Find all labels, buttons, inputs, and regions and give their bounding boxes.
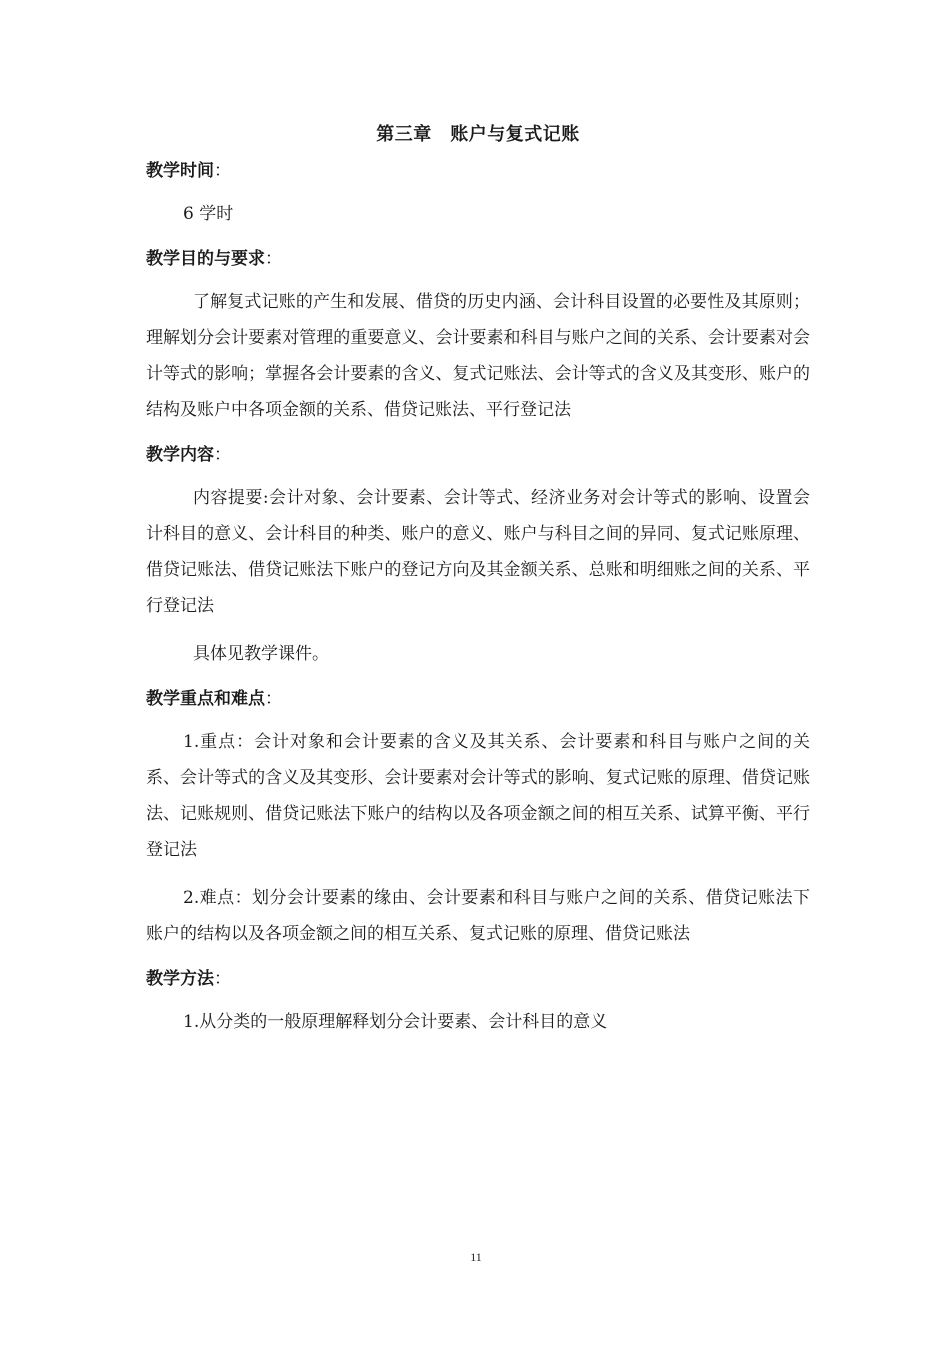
teaching-goals-colon: ： (265, 249, 282, 269)
teaching-methods-heading-text: 教学方法 (146, 969, 214, 989)
page-number: 11 (470, 1250, 482, 1264)
teaching-content-summary: 内容提要:会计对象、会计要素、会计等式、经济业务对会计等式的影响、设置会计科目的意义、会计科目的种类、账户的意义、账户与科目之间的异同、复式记账原理、借贷记账法、借贷记账法下账户的登记方向及其金额关系、总账和明细账之间的关系、平行登记法 (146, 488, 810, 616)
key-points-item-2: 2.难点：划分会计要素的缘由、会计要素和科目与账户之间的关系、借贷记账法下账户的结构以及各项金额之间的相互关系、复式记账的原理、借贷记账法 (146, 888, 810, 944)
key-points-heading (146, 686, 810, 712)
teaching-content-colon: ： (214, 445, 231, 465)
teaching-time-colon: ： (214, 161, 231, 181)
teaching-methods-colon: ： (214, 969, 231, 989)
document-page (146, 110, 810, 1040)
key-points-item-1: 1.重点：会计对象和会计要素的含义及其关系、会计要素和科目与账户之间的关系、会计等式的含义及其变形、会计要素对会计等式的影响、复式记账的原理、借贷记账法、记账规则、借贷记账法下账户的结构以及各项金额之间的相互关系、试算平衡、平行登记法 (146, 732, 810, 860)
teaching-time-content: 6 学时 (183, 204, 234, 224)
teaching-goals-heading-text: 教学目的与要求 (146, 249, 265, 269)
teaching-methods-item-1: 1.从分类的一般原理解释划分会计要素、会计科目的意义 (183, 1012, 608, 1032)
teaching-time-heading (146, 158, 810, 184)
teaching-goals-heading (146, 246, 810, 272)
key-points-colon: ： (265, 689, 282, 709)
teaching-methods-heading (146, 966, 810, 992)
teaching-content-heading (146, 442, 810, 468)
teaching-content-detail: 具体见教学课件。 (193, 644, 329, 664)
teaching-content-heading-text: 教学内容 (146, 445, 214, 465)
chapter-title: 第三章 账户与复式记账 (376, 124, 580, 145)
teaching-goals-content: 了解复式记账的产生和发展、借贷的历史内涵、会计科目设置的必要性及其原则；理解划分会计要素对管理的重要意义、会计要素和科目与账户之间的关系、会计要素对会计等式的影响；掌握各会计要素的含义、复式记账法、会计等式的含义及其变形、账户的结构及账户中各项金额的关系、借贷记账法、平行登记法 (146, 292, 810, 420)
teaching-time-heading-text: 教学时间 (146, 161, 214, 181)
key-points-heading-text: 教学重点和难点 (146, 689, 265, 709)
